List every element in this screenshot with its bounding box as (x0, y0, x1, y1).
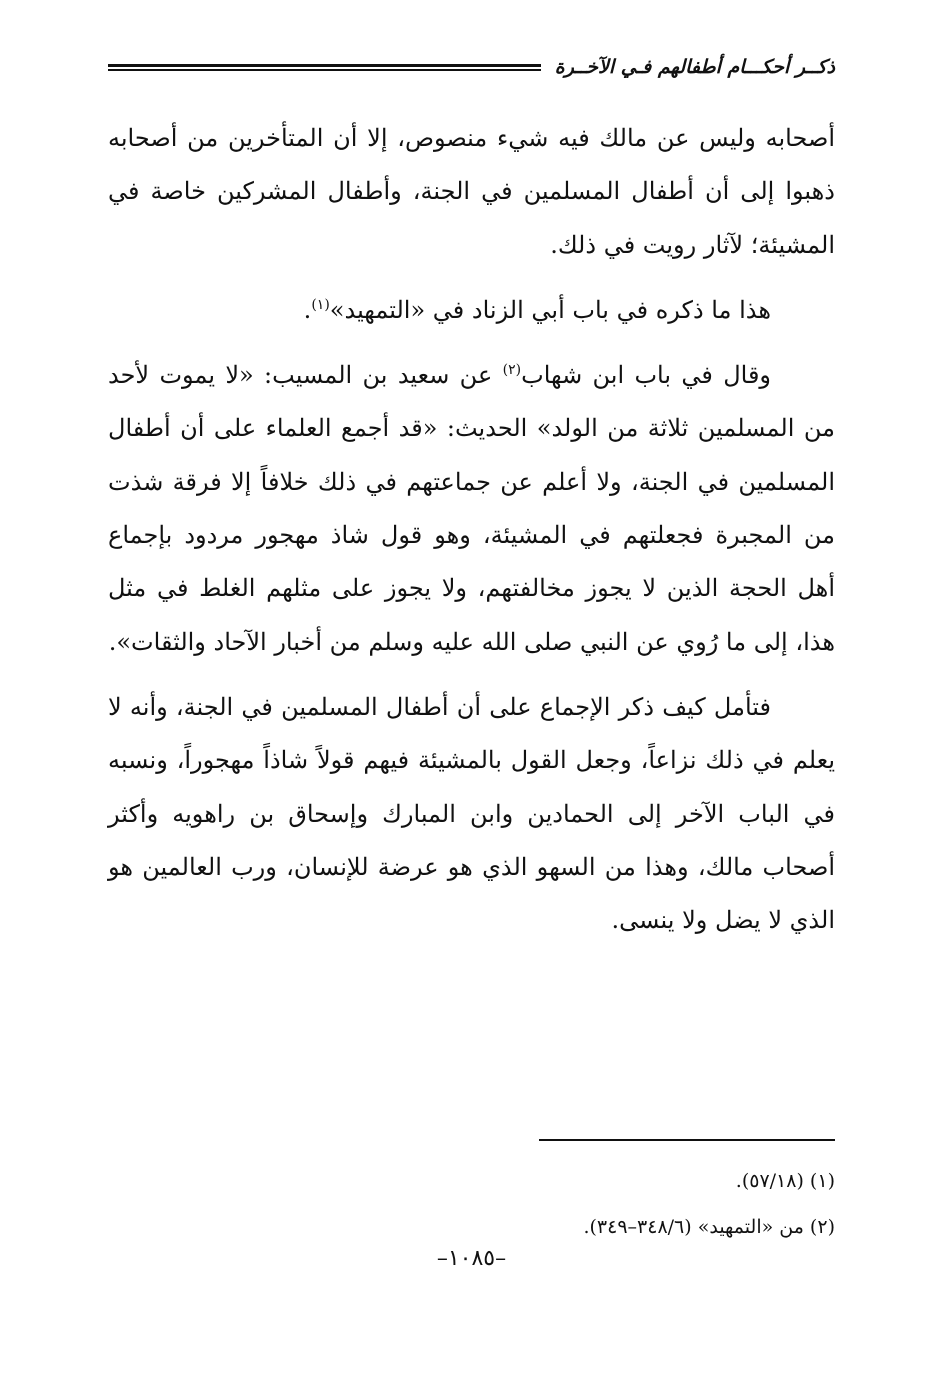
paragraph-3 (108, 349, 835, 669)
paragraph-2-text: هذا ما ذكره في باب أبي الزناد في «التمهيد» (329, 295, 771, 324)
footnotes (108, 1158, 835, 1250)
page-number: –١٠٨٥– (436, 1246, 507, 1271)
footnote-ref-2[interactable]: (٢) (502, 362, 522, 379)
footnote-separator (539, 1139, 835, 1141)
footnote-2: (٢) من «التمهيد» (٣٤٨/٦–٣٤٩). (583, 1216, 835, 1238)
paragraph-2 (108, 284, 835, 337)
paragraph-2-end: . (303, 295, 312, 324)
paragraph-3-rest: عن سعيد بن المسيب: «لا يموت لأحد من المسلمين ثلاثة من الولد» الحديث: «قد أجمع العلماء على أن أطفال المسلمين في الجنة، ولا أعلم عن جماعتهم في ذلك خلافاً إلا فرقة شذت من المجبرة فجعلتهم في المشيئة، وهو قول شاذ مهجور مردود بإجماع أهل الحجة الذين لا يجوز مخالفتهم، ولا يجوز على مثلهم الغلط في مثل هذا، إلى ما رُوي عن النبي صلى الله عليه وسلم من أخبار الآحاد والثقات». (108, 361, 835, 656)
running-header (108, 52, 835, 82)
running-title: ذكــر أحكـــام أطفالهم فـي الآخــرة (554, 56, 835, 78)
paragraph-3-start: وقال في باب ابن شهاب (521, 361, 772, 390)
paragraph-4: فتأمل كيف ذكر الإجماع على أن أطفال المسلمين في الجنة، وأنه لا يعلم في ذلك نزاعاً، وجعل القول بالمشيئة فيهم قولاً شاذاً مهجوراً، ونسبه في الباب الآخر إلى الحمادين وابن المبارك وإسحاق بن راهويه وأكثر أصحاب مالك، وهذا من السهو الذي هو عرضة للإنسان، ورب العالمين هو الذي لا يضل ولا ينسى. (108, 692, 835, 935)
paragraph-1: أصحابه وليس عن مالك فيه شيء منصوص، إلا أن المتأخرين من أصحابه ذهبوا إلى أن أطفال المسلمين في الجنة، وأطفال المشركين خاصة في المشيئة؛ لآثار رويت في ذلك. (108, 124, 835, 259)
footnote-1: (١) (٥٧/١٨). (735, 1170, 835, 1192)
footnote-ref-1[interactable]: (١) (311, 296, 330, 313)
header-double-rule (108, 64, 541, 71)
main-text (108, 112, 835, 947)
